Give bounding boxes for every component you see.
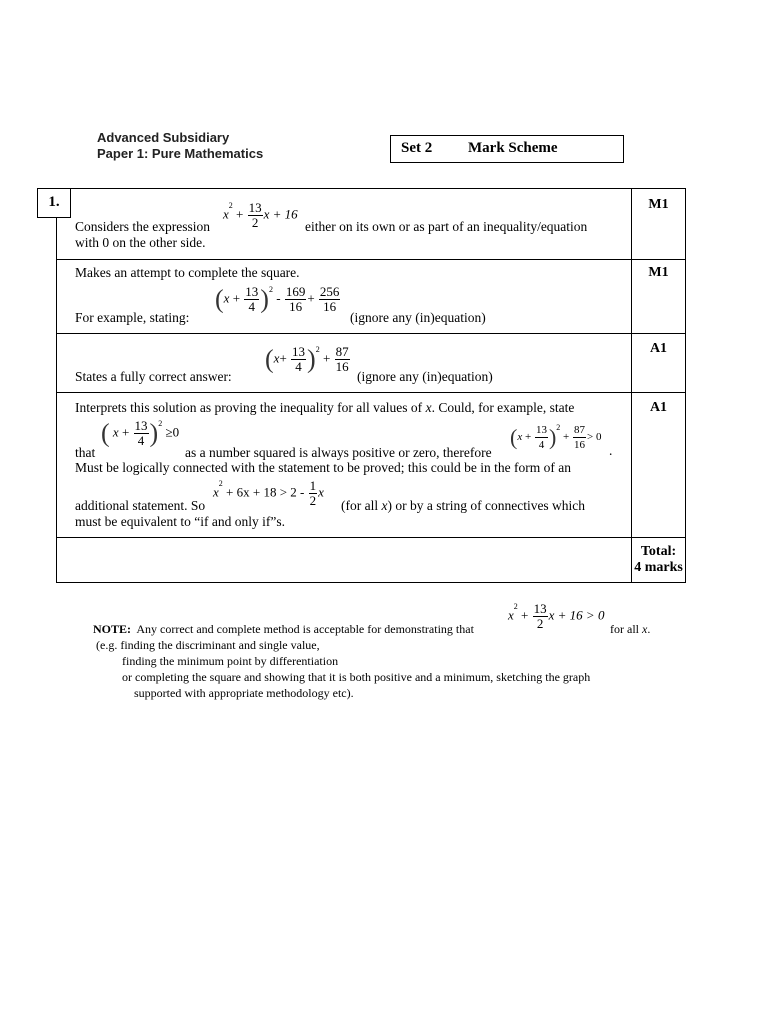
row1-text-2: with 0 on the other side. [75, 235, 206, 250]
note-line1: NOTE: Any correct and complete method is acceptable for demonstrating that [93, 622, 474, 636]
note-item-3: or completing the square and showing that it is both positive and a minimum, sketching the graph [122, 670, 591, 684]
row3-mark: A1 [649, 341, 668, 356]
scheme-label: Mark Scheme [468, 140, 558, 156]
row3-text-b: (ignore any (in)equation) [357, 369, 493, 384]
expression-4c: $x^2 + 6x + 18 > 2$ - $\frac{1}{2}$ x [213, 478, 324, 508]
set-label: Set 2 [401, 140, 433, 156]
row4-line2c: . [609, 443, 613, 458]
row3-text-a: States a fully correct answer: [75, 369, 232, 384]
note-expression: $x^2$ + $\frac{13}{2}$ x + 16 > 0 [508, 601, 605, 631]
total-marks [632, 544, 685, 576]
note-item-4: supported with appropriate methodology etc). [134, 686, 354, 700]
row2-text-2a: For example, stating: [75, 310, 190, 325]
total-label: Total: [640, 544, 677, 559]
row4-mark: A1 [649, 400, 668, 415]
question-number: 1. [37, 188, 71, 218]
row4-line2a: that [75, 445, 96, 460]
paper-header [97, 130, 263, 162]
row4-line5: must be equivalent to “if and only if”s. [75, 514, 285, 529]
expression-3: (x+ $\frac{13}{4}$ )$^2$ + $\frac{87}{16}$ [265, 344, 349, 374]
row-divider [57, 537, 685, 538]
mark-scheme-table [56, 188, 686, 583]
row2-mark: M1 [648, 265, 669, 280]
expression-2: (x + $\frac{13}{4}$ )$^2$ - $\frac{169}{16}$ + $\frac{256}{16}$ [215, 284, 340, 314]
row-divider [57, 259, 685, 260]
row4-line4a: additional statement. So [75, 498, 206, 513]
note-after: for all x. [610, 622, 651, 636]
row2-text-2b: (ignore any (in)equation) [350, 310, 486, 325]
column-divider [631, 189, 632, 582]
header-line1: Advanced Subsidiary [97, 130, 230, 145]
row4-line3: Must be logically connected with the statement to be proved; this could be in the form of an [75, 460, 571, 475]
row1-text-b: either on its own or as part of an inequality/equation [305, 219, 588, 234]
header-line2: Paper 1: Pure Mathematics [97, 146, 264, 161]
row-divider [57, 333, 685, 334]
row4-line1: Interprets this solution as proving the inequality for all values of x. Could, for example, state [75, 400, 575, 415]
set-box [390, 135, 624, 163]
expression-4b: (x + $\frac{13}{4}$ )$^2$ + $\frac{87}{16}$ > 0 [510, 423, 602, 451]
note-item-1: (e.g. finding the discriminant and single value, [96, 638, 320, 652]
expression-4a: ( x + $\frac{13}{4}$ )$^2$ ≥0 [101, 418, 180, 448]
row2-text-1: Makes an attempt to complete the square. [75, 265, 300, 280]
total-value: 4 marks [634, 560, 683, 575]
row1-text-a: Considers the expression [75, 219, 210, 234]
row1-mark: M1 [648, 197, 669, 212]
row4-line2b: as a number squared is always positive or zero, therefore [185, 445, 492, 460]
note-item-2: finding the minimum point by differentiation [122, 654, 339, 668]
expression-1: $x^2$ + $\frac{13}{2}$ x + 16 [223, 200, 298, 230]
row-divider [57, 392, 685, 393]
row4-line4b: (for all x) or by a string of connectives which [341, 498, 586, 513]
